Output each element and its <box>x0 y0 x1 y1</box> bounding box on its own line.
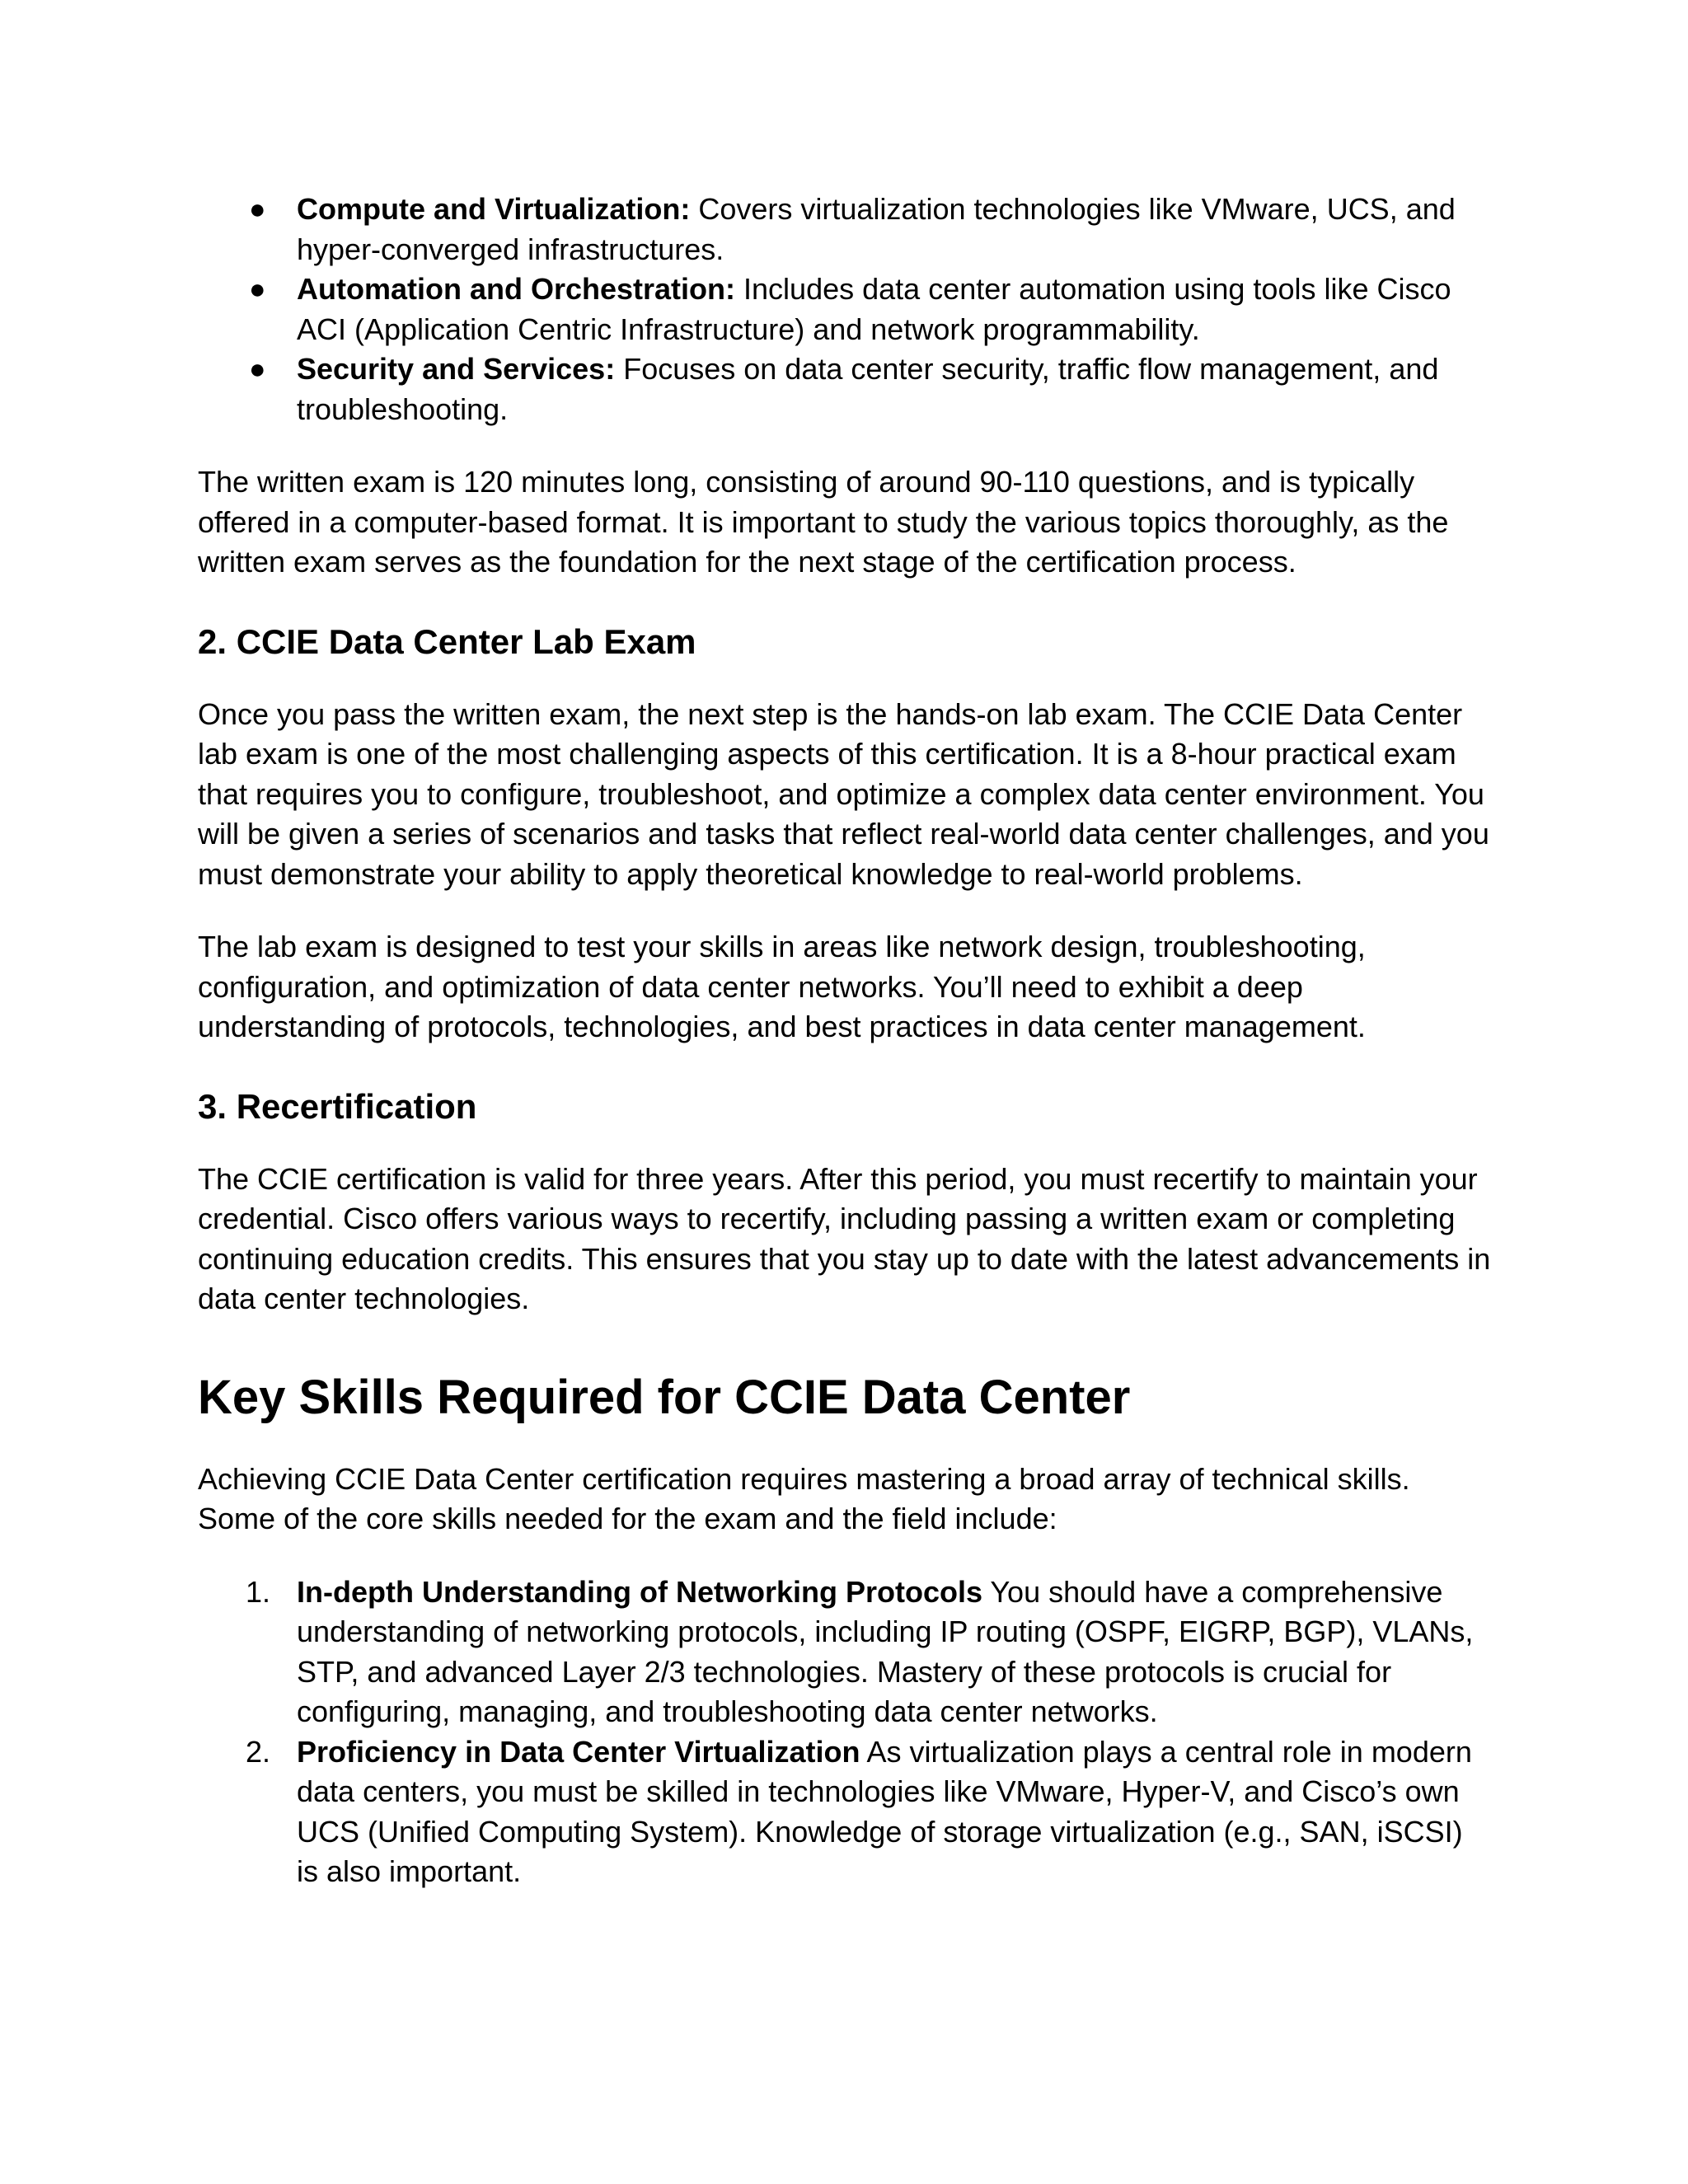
bullet-text: Focuses on data center security, traffic flow management, and troubleshooting. <box>297 352 1439 426</box>
written-exam-paragraph: The written exam is 120 minutes long, consisting of around 90-110 questions, and is typically offered in a computer-based format. It is important to study the various topics thoroughly, as the written exam serves as the foundation for the next stage of the certification process. <box>198 465 1449 579</box>
skill-term: Proficiency in Data Center Virtualization <box>297 1734 860 1769</box>
skill-term: In-depth Understanding of Networking Protocols <box>297 1574 982 1609</box>
list-item <box>198 349 1492 429</box>
recertification-heading: 3. Recertification <box>198 1086 477 1126</box>
list-item <box>198 190 1492 269</box>
key-skills-list <box>198 1572 1492 1892</box>
bullet-term: Security and Services: <box>297 352 616 386</box>
lab-exam-heading: 2. CCIE Data Center Lab Exam <box>198 621 696 661</box>
bullet-term: Compute and Virtualization: <box>297 192 691 226</box>
skill-text: You should have a comprehensive understanding of networking protocols, including IP routing (OSPF, EIGRP, BGP), VLANs, STP, and advanced Layer 2/3 technologies. Mastery of these protocols is crucial for configuring, managing, and troubleshooting data center networks. <box>297 1574 1474 1728</box>
bullet-text: Covers virtualization technologies like VMware, UCS, and hyper-converged infrastructures. <box>297 192 1456 266</box>
key-skills-intro: Achieving CCIE Data Center certification requires mastering a broad array of technical skills. Some of the core skills needed for the exam and the field include: <box>198 1461 1410 1535</box>
list-number: 1. <box>246 1574 271 1609</box>
bullet-term: Automation and Orchestration: <box>297 272 736 306</box>
list-number: 2. <box>246 1734 271 1769</box>
document-page <box>198 190 1492 1892</box>
bullet-text: Includes data center automation using tools like Cisco ACI (Application Centric Infrastructure) and network programmability. <box>297 272 1451 346</box>
key-skills-heading: Key Skills Required for CCIE Data Center <box>198 1370 1131 1424</box>
intro-bullet-list <box>198 190 1492 429</box>
bullet-icon: ● <box>249 274 266 305</box>
lab-exam-paragraph: Once you pass the written exam, the next step is the hands-on lab exam. The CCIE Data Center lab exam is one of the most challenging aspects of this certification. It is a 8-hour practical exam that requires you to configure, troubleshoot, and optimize a complex data center environment. You will be given a series of scenarios and tasks that reflect real-world data center challenges, and you must demonstrate your ability to apply theoretical knowledge to real-world problems. <box>198 696 1489 891</box>
bullet-icon: ● <box>249 354 266 385</box>
list-item <box>198 269 1492 349</box>
list-item <box>198 1732 1492 1892</box>
bullet-icon: ● <box>249 194 266 225</box>
recertification-paragraph: The CCIE certification is valid for three years. After this period, you must recertify to maintain your credential. Cisco offers various ways to recertify, including passing a written exam or completing continuing education credits. This ensures that you stay up to date with the latest advancements in data center technologies. <box>198 1161 1491 1315</box>
skill-text: As virtualization plays a central role in modern data centers, you must be skilled in technologies like VMware, Hyper-V, and Cisco’s own UCS (Unified Computing System). Knowledge of storage virtualization (e.g., SAN, iSCSI) is also important. <box>297 1734 1472 1888</box>
lab-exam-paragraph: The lab exam is designed to test your skills in areas like network design, troubleshooting, configuration, and optimization of data center networks. You’ll need to exhibit a deep understanding of protocols, technologies, and best practices in data center management. <box>198 930 1366 1043</box>
list-item <box>198 1572 1492 1732</box>
